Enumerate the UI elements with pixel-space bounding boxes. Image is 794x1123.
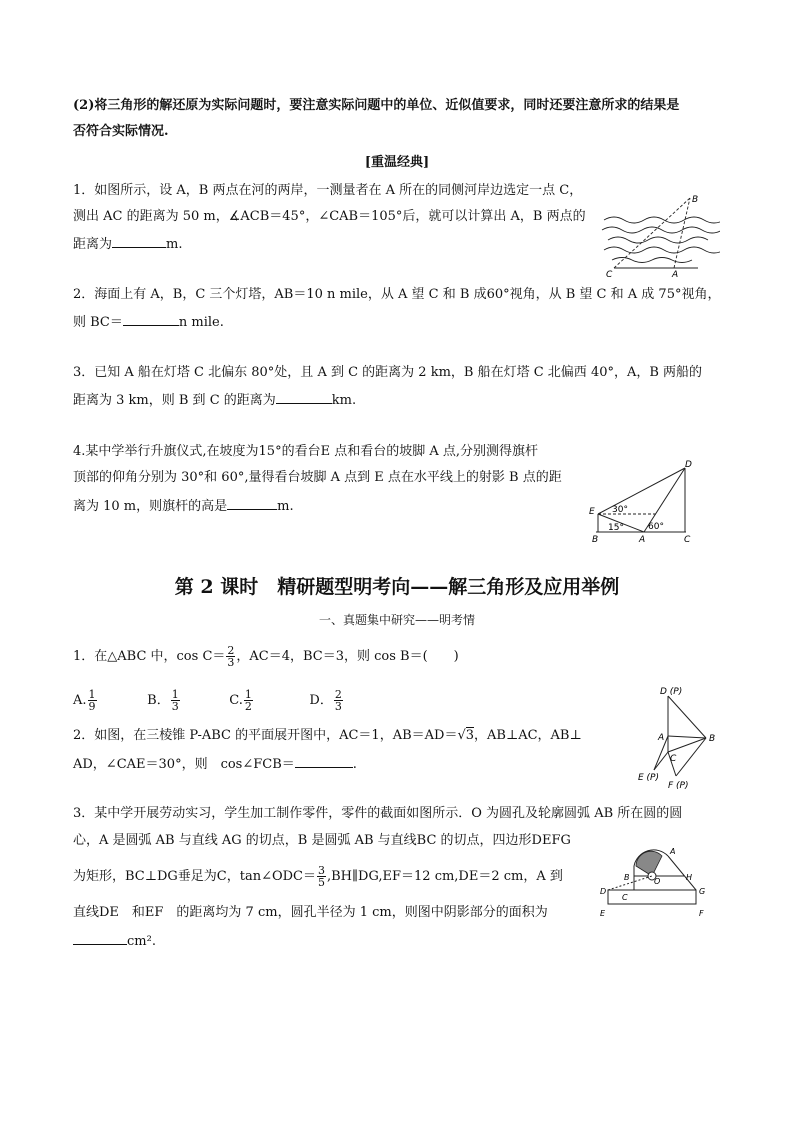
fig3-label-C: C	[622, 893, 628, 902]
p3-line-4: 直线DE 和EF 的距离均为 7 cm，圆孔半径为 1 cm，则图中阴影部分的面积为	[73, 905, 548, 920]
p1-option-a[interactable]	[73, 686, 143, 716]
p3-line-5-post: cm².	[127, 934, 156, 949]
q1-line-1: 1．如图所示，设 A，B 两点在河的两岸，一测量者在 A 所在的同侧河岸边选定一点 C，	[73, 183, 583, 198]
p2-sqrt-value: 3	[465, 728, 475, 743]
fig3-label-F: F	[699, 909, 704, 918]
q4-line-1: 4.某中学举行升旗仪式,在坡度为15°的看台E 点和看台的坡脚 A 点,分别测得旗杆	[73, 444, 538, 459]
q2-line-2-pre: 则 BC＝	[73, 315, 123, 330]
q1-line-3-pre: 距离为	[73, 237, 113, 252]
option-a-den: 9	[88, 700, 96, 713]
fig3-label-E: E	[600, 909, 606, 918]
p2-line-2-pre: AD，∠CAE＝30°，则 cos∠FCB＝	[73, 757, 295, 772]
segment-DB	[668, 696, 706, 738]
q2-line-2	[73, 313, 224, 331]
p2-line-1-pre: 2．如图，在三棱锥 P-ABC 的平面展开图中，AC＝1，AB＝AD＝	[73, 728, 458, 743]
fig4-label-C: C	[684, 535, 691, 545]
option-d-fraction	[334, 689, 343, 712]
q1-river-figure	[600, 190, 720, 280]
option-b-fraction	[171, 689, 180, 712]
note-line-1: (2)将三角形的解还原为实际问题时，要注意实际问题中的单位、近似值要求，同时还要注意所求的结果是	[73, 98, 680, 113]
segment-OD	[608, 876, 652, 890]
section-heading: 一、真题集中研究——明考情	[318, 613, 475, 627]
q4-line-2: 顶部的仰角分别为 30°和 60°,量得看台坡脚 A 点到 E 点在水平线上的射影 B 点的距	[73, 470, 562, 485]
q1-line-3-post: m.	[166, 237, 183, 252]
fig4-angle-60: 60°	[648, 522, 664, 532]
wave-1	[604, 217, 720, 223]
fig4-angle-30: 30°	[612, 505, 628, 515]
p1-option-d[interactable]	[309, 686, 369, 716]
fig2-label-F: F (P)	[668, 781, 689, 791]
p2-answer-blank[interactable]	[295, 755, 353, 768]
q3-line-2	[73, 391, 356, 409]
wave-3	[608, 237, 708, 243]
fig1-label-C: C	[606, 270, 613, 280]
p3-line-5	[73, 932, 156, 950]
option-b-label: B．	[147, 693, 170, 708]
fig3-label-A: A	[670, 847, 676, 856]
p1-stem-pre: 1．在△ABC 中，cos C＝	[73, 649, 226, 664]
lesson-title: 第 2 课时 精研题型明考向——解三角形及应用举例	[174, 576, 620, 598]
p1-option-b[interactable]	[147, 686, 225, 716]
fig3-label-G: G	[699, 887, 706, 896]
segment-CB	[614, 198, 690, 268]
option-d-label: D．	[309, 693, 333, 708]
fig3-label-H: H	[686, 873, 693, 882]
fig2-label-B: B	[709, 734, 716, 744]
note-line-2: 否符合实际情况.	[73, 124, 169, 139]
q4-line-3-post: m.	[277, 499, 294, 514]
wave-5	[612, 258, 692, 263]
fig4-label-E: E	[589, 507, 595, 517]
fig2-label-C: C	[670, 754, 677, 764]
p1-options	[73, 686, 369, 716]
segment-CE	[654, 752, 668, 770]
p3-frac-num: 3	[318, 864, 325, 877]
fig3-label-O: O	[654, 877, 661, 886]
option-c-den: 2	[244, 700, 252, 713]
p3-line-1: 3．某中学开展劳动实习，学生加工制作零件，零件的截面如图所示．O 为圆孔及轮廓圆弧 AB 所在圆的圆	[73, 806, 683, 821]
fig4-angle-15: 15°	[608, 523, 624, 533]
option-a-fraction	[88, 689, 97, 712]
q2-line-2-post: n mile.	[178, 315, 224, 330]
fig3-label-D: D	[600, 887, 607, 896]
q1-answer-blank[interactable]	[112, 235, 166, 248]
p1-option-c[interactable]	[229, 686, 305, 716]
p3-part-figure	[598, 840, 713, 922]
wave-2	[602, 227, 720, 233]
fig4-label-D: D	[685, 460, 692, 470]
option-b-num: 1	[171, 688, 179, 701]
q2-line-1: 2．海面上有 A，B，C 三个灯塔，AB＝10 n mile，从 A 望 C 和 B 成60°视角，从 B 望 C 和 A 成 75°视角，	[73, 287, 721, 302]
q4-line-3-pre: 离为 10 m，则旗杆的高是	[73, 499, 228, 514]
fig2-label-E: E (P)	[638, 773, 659, 783]
q3-line-2-pre: 距离为 3 km，则 B 到 C 的距离为	[73, 393, 276, 408]
p3-line-2: 心，A 是圆弧 AB 与直线 AG 的切点，B 是圆弧 AB 与直线BC 的切点，四边形DEFG	[73, 833, 571, 848]
fig3-label-B: B	[624, 873, 630, 882]
fig1-label-B: B	[692, 195, 699, 205]
option-c-label: C.	[229, 693, 243, 708]
review-heading: [重温经典]	[364, 155, 430, 170]
q3-line-1: 3．已知 A 船在灯塔 C 北偏东 80°处，且 A 到 C 的距离为 2 km，B 船在灯塔 C 北偏西 40°，A，B 两船的	[73, 365, 703, 380]
q4-answer-blank[interactable]	[227, 497, 277, 510]
p2-line-1-post: ，AB⊥AC，AB⊥	[474, 728, 582, 743]
fig4-label-A: A	[639, 535, 646, 545]
q4-line-3	[73, 497, 294, 515]
p2-line-1	[73, 728, 582, 744]
fig2-label-A: A	[658, 733, 665, 743]
p3-line-3	[73, 862, 563, 892]
p1-stem	[73, 643, 459, 671]
p1-frac-num: 2	[227, 644, 235, 657]
p2-line-2	[73, 755, 357, 773]
q2-answer-blank[interactable]	[123, 313, 179, 326]
option-c-fraction	[244, 689, 253, 712]
p2-net-figure	[636, 682, 726, 792]
segment-AB	[674, 198, 690, 268]
q3-answer-blank[interactable]	[276, 391, 332, 404]
q1-line-2: 测出 AC 的距离为 50 m，∡ACB＝45°，∠CAB＝105°后，就可以计算出 A，B 两点的	[73, 209, 586, 224]
option-b-den: 3	[171, 700, 179, 713]
p3-line-3-post: ,BH∥DG,EF＝12 cm,DE＝2 cm，A 到	[327, 869, 563, 884]
p3-answer-blank[interactable]	[73, 932, 127, 945]
q4-flagpole-figure	[588, 458, 708, 546]
fig4-label-B: B	[592, 535, 599, 545]
option-d-den: 3	[334, 700, 342, 713]
q1-line-3	[73, 235, 182, 253]
p3-frac-den: 5	[318, 876, 325, 889]
p1-stem-post: ，AC＝4，BC＝3，则 cos B＝( )	[236, 649, 459, 664]
q3-line-2-post: km.	[331, 393, 357, 408]
option-a-num: 1	[88, 688, 96, 701]
option-a-label: A.	[73, 693, 87, 708]
p3-line-3-pre: 为矩形，BC⊥DG垂足为C，tan∠ODC＝	[73, 869, 316, 884]
p1-fraction	[226, 645, 235, 668]
sqrt-symbol: √	[457, 728, 466, 743]
fig1-label-A: A	[672, 270, 679, 280]
option-c-num: 1	[244, 688, 252, 701]
option-d-num: 2	[334, 688, 342, 701]
p3-fraction	[317, 865, 326, 888]
segment-AB	[668, 736, 706, 738]
wave-4	[604, 247, 720, 253]
p2-line-2-post: .	[352, 757, 357, 772]
fig2-label-D: D (P)	[660, 687, 683, 697]
p1-frac-den: 3	[227, 656, 235, 669]
